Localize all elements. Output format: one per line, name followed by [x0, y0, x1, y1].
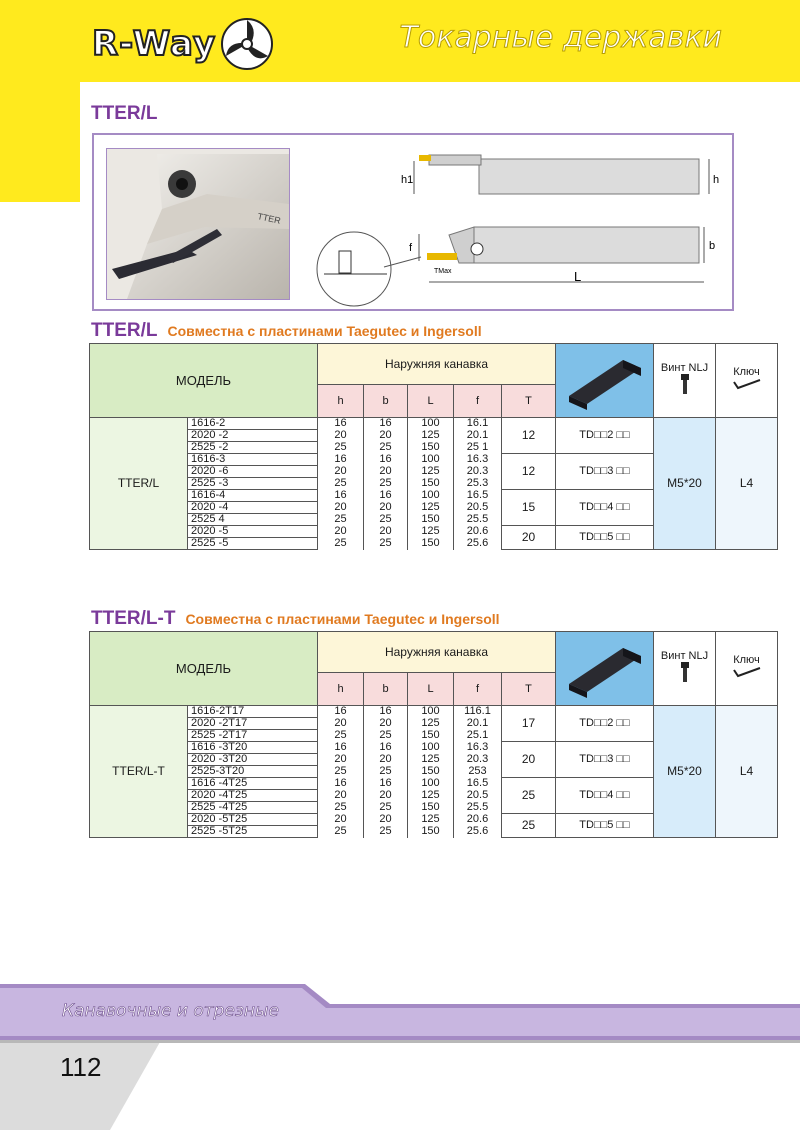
col-T: T	[502, 673, 556, 706]
value-h: 16	[318, 454, 364, 466]
value-L: 100	[408, 742, 454, 754]
col-h: h	[318, 385, 364, 418]
value-L: 150	[408, 826, 454, 838]
tool-photo	[106, 148, 290, 300]
col-b: b	[364, 385, 408, 418]
insert-code: TD□□2 □□	[556, 706, 654, 742]
value-h: 20	[318, 526, 364, 538]
value-b: 16	[364, 706, 408, 718]
value-T: 20	[502, 526, 556, 550]
insert-code: TD□□2 □□	[556, 418, 654, 454]
value-T: 12	[502, 454, 556, 490]
value-h: 25	[318, 442, 364, 454]
value-T: 20	[502, 742, 556, 778]
model-code: 2020 -6	[188, 466, 318, 478]
col-h: h	[318, 673, 364, 706]
value-b: 20	[364, 430, 408, 442]
model-code: 1616-2	[188, 418, 318, 430]
model-code: 2020 -4	[188, 502, 318, 514]
value-L: 125	[408, 430, 454, 442]
value-b: 25	[364, 538, 408, 550]
value-f: 16.5	[454, 490, 502, 502]
value-L: 100	[408, 454, 454, 466]
screw-size: M5*20	[654, 706, 716, 838]
footer-section-label: Канавочные и отрезные	[62, 1001, 279, 1021]
col-L: L	[408, 673, 454, 706]
model-code: 1616 -3T20	[188, 742, 318, 754]
value-b: 20	[364, 526, 408, 538]
model-code: 2020 -5T25	[188, 814, 318, 826]
key-header: Ключ	[733, 654, 760, 666]
value-f: 25.3	[454, 478, 502, 490]
model-code: 1616-2T17	[188, 706, 318, 718]
value-f: 20.5	[454, 502, 502, 514]
value-h: 25	[318, 730, 364, 742]
value-T: 17	[502, 706, 556, 742]
value-h: 20	[318, 790, 364, 802]
value-h: 25	[318, 766, 364, 778]
logo-propeller-icon	[218, 15, 276, 73]
brand-name: R-Way	[92, 24, 217, 64]
value-b: 25	[364, 514, 408, 526]
brand-logo	[92, 14, 276, 74]
table2-title	[91, 608, 500, 630]
value-L: 125	[408, 754, 454, 766]
value-b: 20	[364, 718, 408, 730]
value-f: 20.5	[454, 790, 502, 802]
value-f: 253	[454, 766, 502, 778]
screw-icon	[679, 374, 691, 396]
value-b: 20	[364, 466, 408, 478]
hex-key-icon	[732, 666, 762, 680]
value-b: 25	[364, 802, 408, 814]
key-size: L4	[716, 706, 778, 838]
col-L: L	[408, 385, 454, 418]
value-L: 150	[408, 802, 454, 814]
value-h: 16	[318, 490, 364, 502]
value-L: 125	[408, 466, 454, 478]
col-b: b	[364, 673, 408, 706]
value-f: 25 1	[454, 442, 502, 454]
insert-code: TD□□3 □□	[556, 742, 654, 778]
value-h: 20	[318, 466, 364, 478]
key-header: Ключ	[733, 366, 760, 378]
value-L: 150	[408, 514, 454, 526]
value-h: 25	[318, 538, 364, 550]
svg-text:h1: h1	[401, 174, 414, 186]
value-L: 150	[408, 538, 454, 550]
holder-type: TTER/L-T	[90, 706, 188, 838]
value-h: 25	[318, 478, 364, 490]
hex-key-icon	[732, 378, 762, 392]
col-f: f	[454, 385, 502, 418]
insert-icon	[561, 346, 649, 412]
value-f: 20.1	[454, 430, 502, 442]
screw-header: Винт NLJ	[660, 650, 709, 662]
value-b: 25	[364, 478, 408, 490]
table1-title	[91, 320, 482, 342]
insert-code: TD□□4 □□	[556, 778, 654, 814]
model-code: 2020 -2	[188, 430, 318, 442]
value-T: 25	[502, 814, 556, 838]
col-T: T	[502, 385, 556, 418]
model-code: 2020 -3T20	[188, 754, 318, 766]
insert-code: TD□□3 □□	[556, 454, 654, 490]
value-b: 16	[364, 454, 408, 466]
insert-code: TD□□4 □□	[556, 490, 654, 526]
value-b: 25	[364, 766, 408, 778]
value-f: 16.5	[454, 778, 502, 790]
value-f: 16.1	[454, 418, 502, 430]
value-h: 25	[318, 514, 364, 526]
model-code: 2020 -5	[188, 526, 318, 538]
page-category-title: Токарные державки	[399, 20, 722, 55]
model-code: 2525-3T20	[188, 766, 318, 778]
value-f: 25.5	[454, 802, 502, 814]
svg-text:b: b	[709, 240, 716, 252]
value-b: 16	[364, 742, 408, 754]
groove-header: Наружняя канавка	[318, 344, 556, 385]
value-h: 16	[318, 778, 364, 790]
insert-code: TD□□5 □□	[556, 526, 654, 550]
key-size: L4	[716, 418, 778, 550]
tool-photo-drawing	[107, 149, 289, 299]
value-f: 16.3	[454, 742, 502, 754]
value-f: 25.5	[454, 514, 502, 526]
header-side-tab	[0, 82, 80, 202]
insert-image-cell	[556, 344, 654, 418]
dimension-drawing	[309, 139, 729, 307]
insert-image-cell	[556, 632, 654, 706]
model-code: 2020 -4T25	[188, 790, 318, 802]
value-L: 150	[408, 442, 454, 454]
section-heading: TTER/L	[91, 103, 158, 124]
screw-header-cell	[654, 632, 716, 706]
svg-text:TMax: TMax	[434, 268, 452, 275]
value-f: 20.3	[454, 466, 502, 478]
value-b: 20	[364, 502, 408, 514]
value-h: 20	[318, 754, 364, 766]
value-b: 25	[364, 442, 408, 454]
model-code: 2525 -4T25	[188, 802, 318, 814]
model-header: МОДЕЛЬ	[90, 344, 318, 418]
svg-text:L: L	[574, 269, 582, 284]
value-T: 25	[502, 778, 556, 814]
key-header-cell	[716, 344, 778, 418]
value-h: 25	[318, 826, 364, 838]
spec-table-2	[89, 631, 778, 838]
value-h: 20	[318, 814, 364, 826]
model-code: 1616 -4T25	[188, 778, 318, 790]
value-L: 125	[408, 814, 454, 826]
model-header: МОДЕЛЬ	[90, 632, 318, 706]
product-figure	[92, 133, 734, 311]
value-L: 125	[408, 526, 454, 538]
value-b: 20	[364, 754, 408, 766]
value-h: 16	[318, 418, 364, 430]
value-L: 150	[408, 730, 454, 742]
value-L: 150	[408, 478, 454, 490]
screw-header-cell	[654, 344, 716, 418]
value-b: 25	[364, 826, 408, 838]
value-h: 25	[318, 802, 364, 814]
value-f: 16.3	[454, 454, 502, 466]
value-b: 16	[364, 490, 408, 502]
model-code: 2525 -5	[188, 538, 318, 550]
value-L: 100	[408, 778, 454, 790]
value-f: 20.6	[454, 814, 502, 826]
model-code: 1616-3	[188, 454, 318, 466]
page-number: 112	[60, 1052, 102, 1082]
value-h: 20	[318, 430, 364, 442]
table1-subtitle: Совместна с пластинами Taegutec и Ingersoll	[167, 323, 482, 339]
table2-title-code: TTER/L-T	[91, 608, 176, 629]
value-b: 16	[364, 778, 408, 790]
col-f: f	[454, 673, 502, 706]
table-row	[90, 706, 778, 718]
screw-size: M5*20	[654, 418, 716, 550]
svg-text:f: f	[409, 242, 413, 254]
value-L: 150	[408, 766, 454, 778]
value-f: 20.6	[454, 526, 502, 538]
value-f: 25.6	[454, 538, 502, 550]
value-f: 116.1	[454, 706, 502, 718]
model-code: 2020 -2T17	[188, 718, 318, 730]
spec-table-1	[89, 343, 778, 550]
svg-text:TTER: TTER	[256, 211, 282, 226]
groove-header: Наружняя канавка	[318, 632, 556, 673]
value-f: 20.1	[454, 718, 502, 730]
insert-icon	[561, 634, 649, 700]
value-b: 20	[364, 790, 408, 802]
svg-text:h: h	[713, 174, 720, 186]
value-b: 25	[364, 730, 408, 742]
model-code: 1616-4	[188, 490, 318, 502]
value-L: 100	[408, 418, 454, 430]
value-h: 20	[318, 718, 364, 730]
value-h: 16	[318, 706, 364, 718]
key-header-cell	[716, 632, 778, 706]
value-h: 20	[318, 502, 364, 514]
table1-title-code: TTER/L	[91, 320, 158, 341]
value-L: 125	[408, 502, 454, 514]
value-b: 16	[364, 418, 408, 430]
model-code: 2525 -2T17	[188, 730, 318, 742]
model-code: 2525 -2	[188, 442, 318, 454]
holder-type: TTER/L	[90, 418, 188, 550]
value-f: 25.6	[454, 826, 502, 838]
screw-header: Винт NLJ	[660, 362, 709, 374]
value-h: 16	[318, 742, 364, 754]
value-L: 100	[408, 490, 454, 502]
insert-code: TD□□5 □□	[556, 814, 654, 838]
model-code: 2525 -5T25	[188, 826, 318, 838]
value-L: 125	[408, 790, 454, 802]
screw-icon	[679, 662, 691, 684]
table-row	[90, 418, 778, 430]
value-f: 25.1	[454, 730, 502, 742]
value-T: 15	[502, 490, 556, 526]
model-code: 2525 4	[188, 514, 318, 526]
table2-subtitle: Совместна с пластинами Taegutec и Ingersoll	[185, 611, 500, 627]
value-b: 20	[364, 814, 408, 826]
value-T: 12	[502, 418, 556, 454]
value-L: 125	[408, 718, 454, 730]
value-L: 100	[408, 706, 454, 718]
value-f: 20.3	[454, 754, 502, 766]
model-code: 2525 -3	[188, 478, 318, 490]
